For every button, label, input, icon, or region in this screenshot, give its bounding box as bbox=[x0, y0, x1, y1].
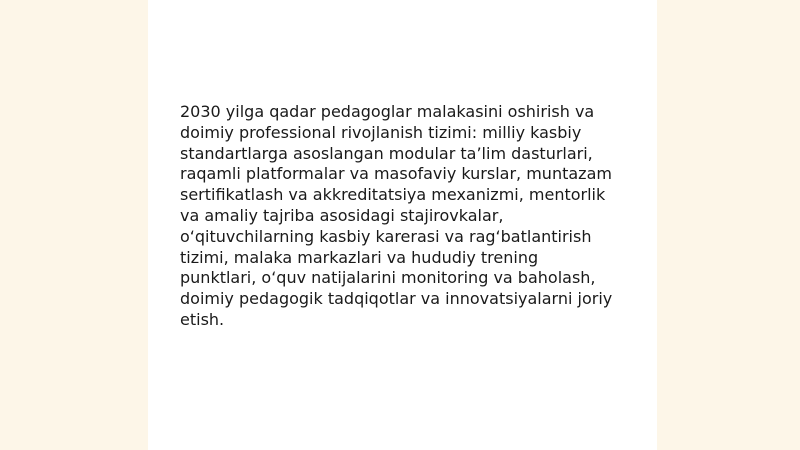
text-line: doimiy pedagogik tadqiqotlar va innovatsiyalarni joriy bbox=[180, 289, 613, 309]
text-line: standartlarga asoslangan modular ta’lim dasturlari, bbox=[180, 143, 593, 163]
text-line: raqamli platformalar va masofaviy kurslar, muntazam bbox=[180, 164, 612, 184]
text-line: tizimi, malaka markazlari va hududiy trening bbox=[180, 247, 539, 267]
text-line: etish. bbox=[180, 309, 225, 329]
text-line: o‘qituvchilarning kasbiy karerasi va rag‘batlantirish bbox=[180, 226, 592, 246]
text-line: doimiy professional rivojlanish tizimi: milliy kasbiy bbox=[180, 122, 582, 142]
text-line: 2030 yilga qadar pedagoglar malakasini oshirish va bbox=[180, 102, 595, 121]
text-line: va amaliy tajriba asosidagi stajirovkalar, bbox=[180, 205, 504, 225]
text-line: sertifikatlash va akkreditatsiya mexanizmi, mentorlik bbox=[180, 185, 606, 205]
body-paragraph bbox=[180, 102, 630, 331]
document-page bbox=[148, 0, 657, 450]
text-line: punktlari, o‘quv natijalarini monitoring va baholash, bbox=[180, 268, 596, 288]
